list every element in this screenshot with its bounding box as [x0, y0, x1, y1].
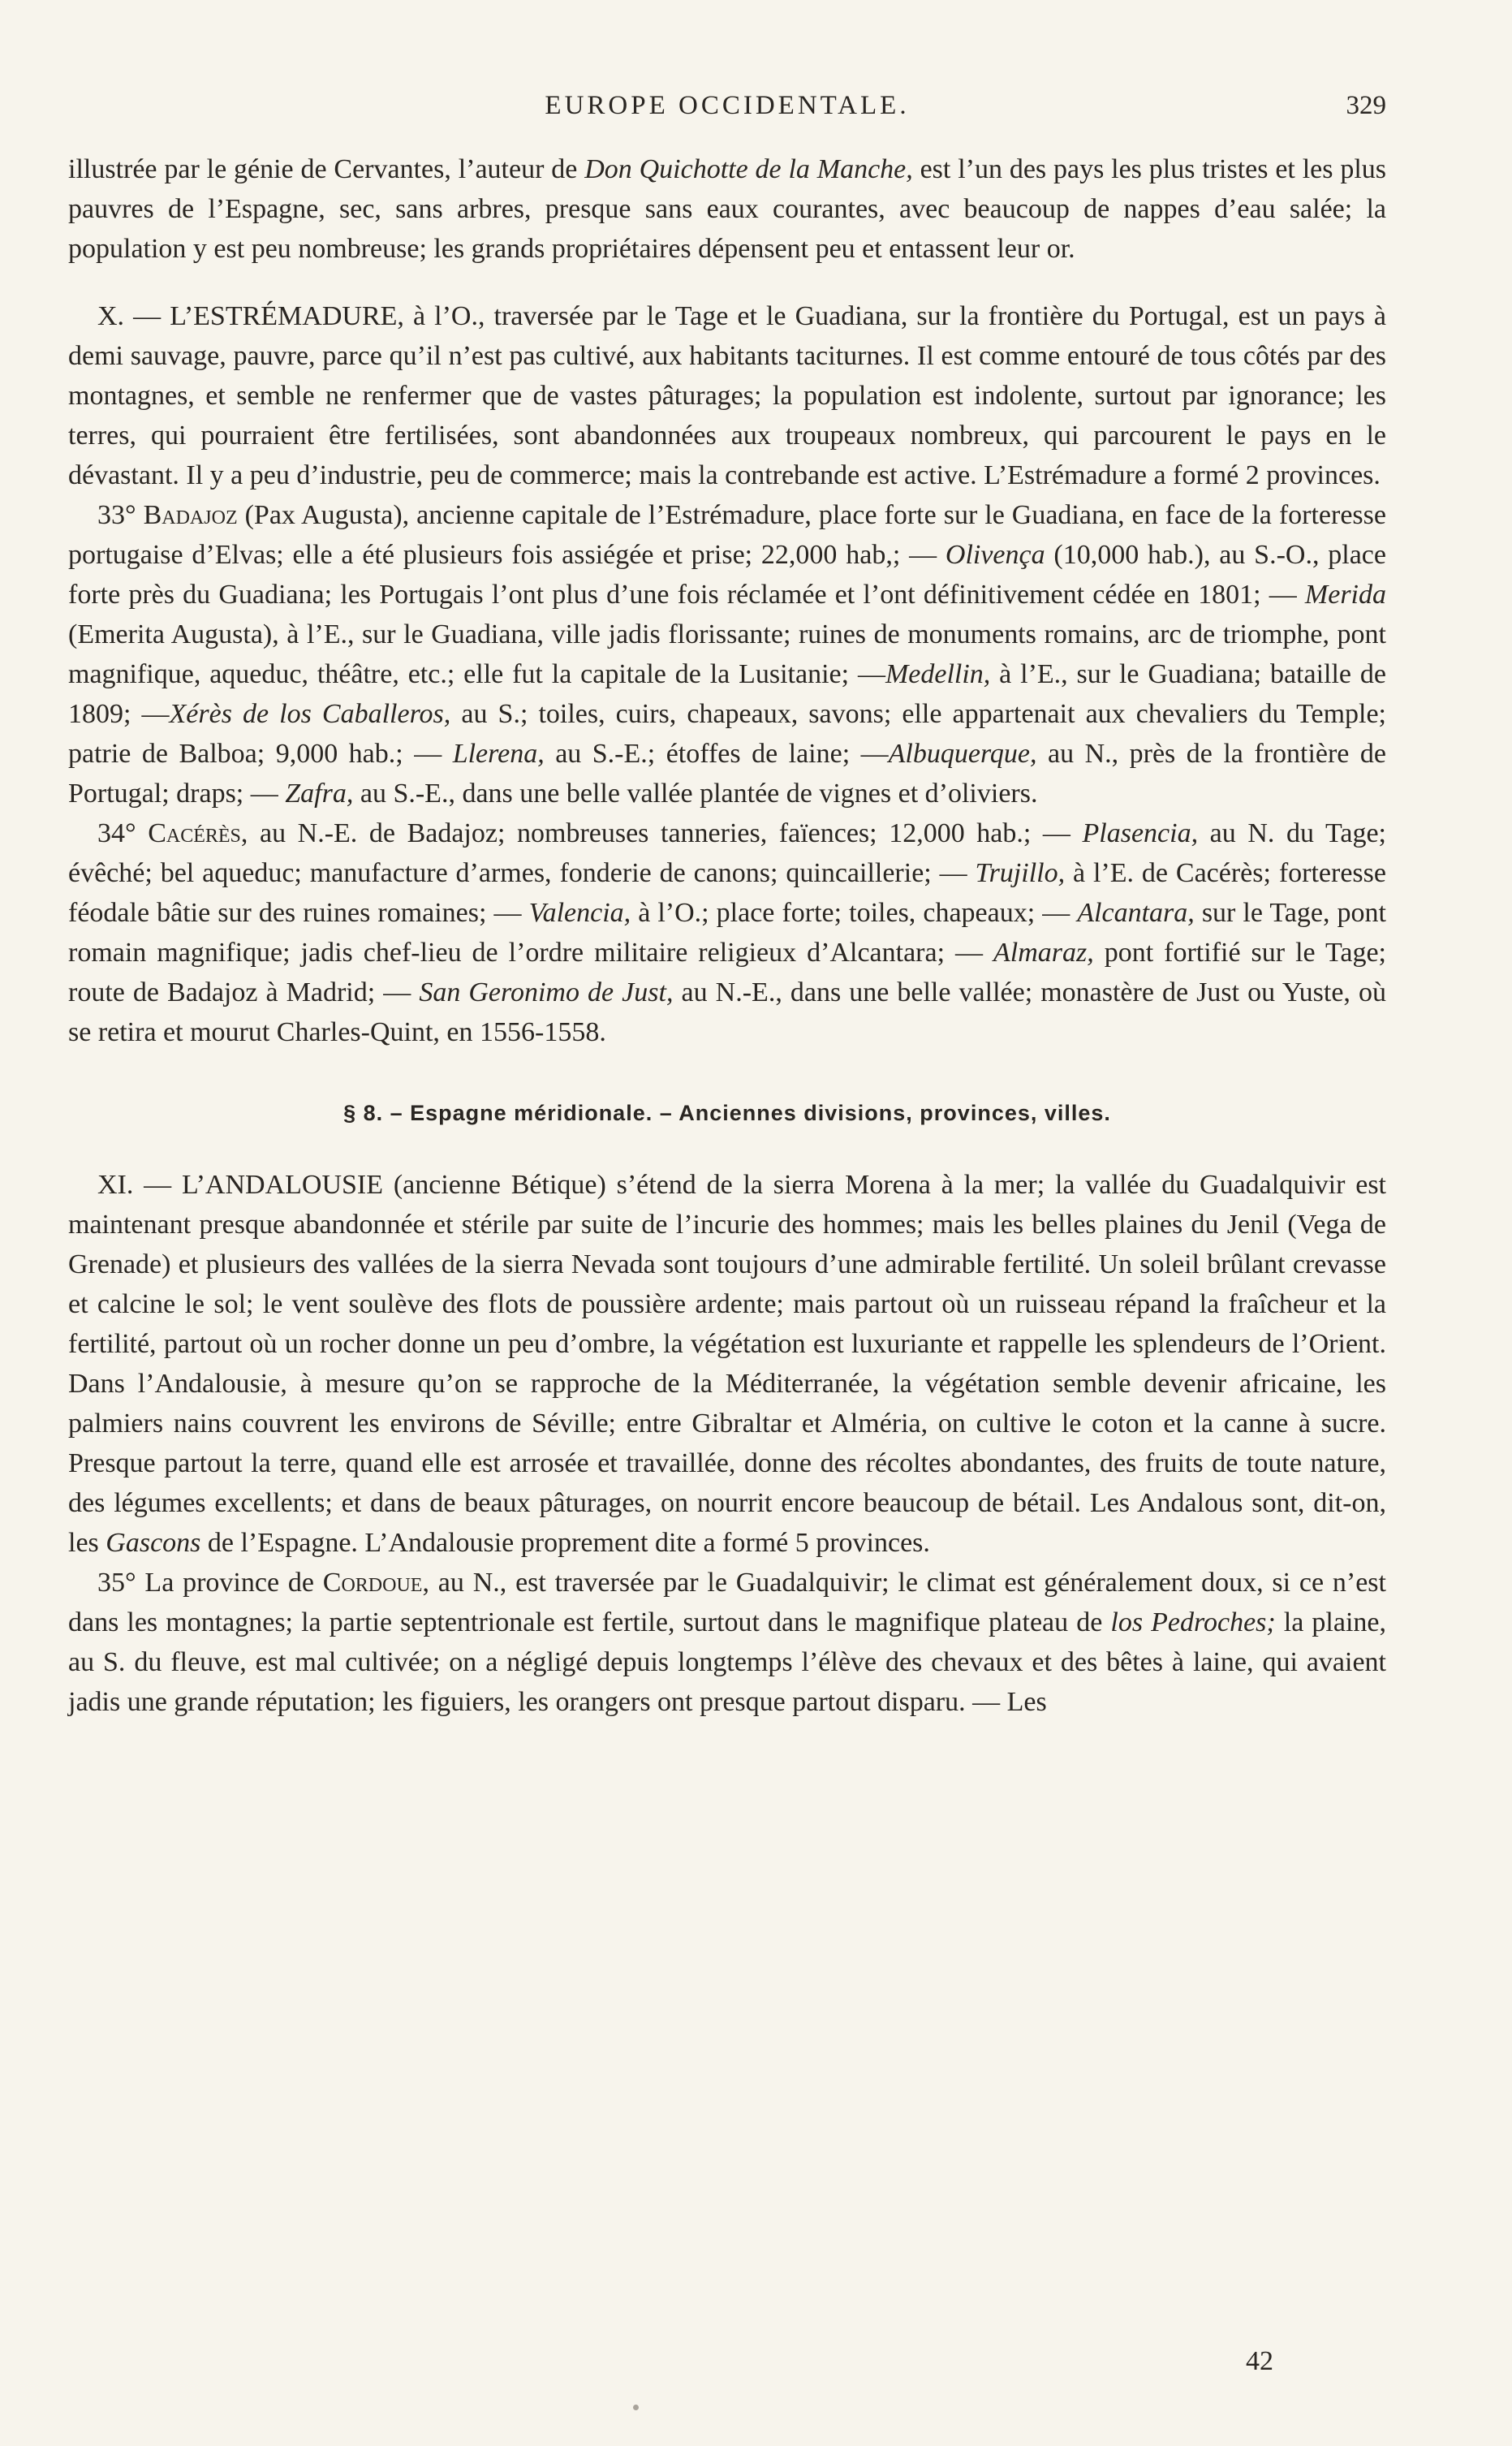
- paragraph-cordoue: 35° La province de Cordoue, au N., est traversée par le Guadalquivir; le climat est généralement doux, si ce n’est dans les montagnes; la partie septentrionale est fertile, surtout dans le magnifique plateau de los Pedroches; la plaine, au S. du fleuve, est mal cultivée; on a négligé depuis longtemps l’élève des chevaux et des bêtes à laine, qui avaient jadis une grande réputation; les figuiers, les orangers ont presque partout disparu. — Les: [68, 1568, 1386, 1717]
- province-name: Badajoz: [143, 500, 238, 530]
- paragraph-la-manche-continued: illustrée par le génie de Cervantes, l’auteur de Don Quichotte de la Manche, est l’un des pays les plus tristes et les plus pauvres de l’Espagne, sec, sans arbres, presque sans eaux courantes, avec beaucoup de nappes d’eau salée; la population y est peu nombreuse; les grands propriétaires dépensent peu et entassent leur or.: [68, 154, 1387, 264]
- page-number: 329: [1346, 91, 1386, 120]
- paragraph-caceres: 34° Cacérès, au N.-E. de Badajoz; nombreuses tanneries, faïences; 12,000 hab.; — Plasencia, au N. du Tage; évêché; bel aqueduc; manufacture d’armes, fonderie de canons; quincaillerie; — Trujillo, à l’E. de Cacérès; forteresse féodale bâtie sur des ruines romaines; — Valencia, à l’O.; place forte; toiles, chapeaux; — Alcantara, sur le Tage, pont romain magnifique; jadis chef-lieu de l’ordre militaire religieux d’Alcantara; — Almaraz, pont fortifié sur le Tage; route de Badajoz à Madrid; — San Geronimo de Just, au N.-E., dans une belle vallée; monastère de Just ou Yuste, où se retira et mourut Charles-Quint, en 1556-1558.: [68, 818, 1387, 1047]
- ink-dot: [633, 2405, 639, 2410]
- paragraph-badajoz: 33° Badajoz (Pax Augusta), ancienne capitale de l’Estrémadure, place forte sur le Guadiana, en face de la forteresse portugaise d’Elvas; elle a été plusieurs fois assiégée et prise; 22,000 hab,; — Olivença (10,000 hab.), au S.-O., place forte près du Guadiana; les Portugais l’ont plus d’une fois réclamée et l’ont définitivement cédée en 1801; — Merida (Emerita Augusta), à l’E., sur le Guadiana, ville jadis florissante; ruines de monuments romains, arc de triomphe, pont magnifique, aqueduc, théâtre, etc.; elle fut la capitale de la Lusitanie; —Medellin, à l’E., sur le Guadiana; bataille de 1809; —Xérès de los Caballeros, au S.; toiles, cuirs, chapeaux, savons; elle appartenait aux chevaliers du Temple; patrie de Balboa; 9,000 hab.; — Llerena, au S.-E.; étoffes de laine; —Albuquerque, au N., près de la frontière de Portugal; draps; — Zafra, au S.-E., dans une belle vallée plantée de vignes et d’oliviers.: [68, 500, 1387, 809]
- signature-mark: 42: [1246, 2346, 1273, 2376]
- page-header: [68, 91, 1386, 132]
- paragraph-estremadure: X. — L’ESTRÉMADURE, à l’O., traversée par le Tage et le Guadiana, sur la frontière du Portugal, est un pays à demi sauvage, pauvre, parce qu’il n’est pas cultivé, aux habitants taciturnes. Il est comme entouré de tous côtés par des montagnes, et semble ne renfermer que de vastes pâturages; la population est indolente, surtout par ignorance; les terres, qui pourraient être fertilisées, sont abandonnées aux troupeaux nombreux, qui parcourent le pays en le dévastant. Il y a peu d’industrie, peu de commerce; mais la contrebande est active. L’Estrémadure a formé 2 provinces.: [68, 301, 1386, 490]
- page-body: [68, 149, 1386, 1722]
- province-name: Cacérès: [148, 818, 241, 848]
- paragraph-andalousie: XI. — L’ANDALOUSIE (ancienne Bétique) s’étend de la sierra Morena à la mer; la vallée du Guadalquivir est maintenant presque abandonnée et stérile par suite de l’incurie des hommes; mais les belles plaines du Jenil (Vega de Grenade) et plusieurs des vallées de la sierra Nevada sont toujours d’une admirable fertilité. Un soleil brûlant crevasse et calcine le sol; le vent soulève des flots de poussière ardente; mais partout où un ruisseau répand la fraîcheur et la fertilité, partout où un rocher donne un peu d’ombre, la végétation est luxuriante et rappelle les splendeurs de l’Orient. Dans l’Andalousie, à mesure qu’on se rapproche de la Méditerranée, la végétation semble devenir africaine, les palmiers nains couvrent les environs de Séville; entre Gibraltar et Alméria, on cultive le coton et la canne à sucre. Presque partout la terre, quand elle est arrosée et travaillée, donne des récoltes abondantes, des fruits de toute nature, des légumes excellents; et dans de beaux pâturages, on nourrit encore beaucoup de bétail. Les Andalous sont, dit-on, les Gascons de l’Espagne. L’Andalousie proprement dite a formé 5 provinces.: [68, 1170, 1386, 1558]
- section-heading: § 8. – Espagne méridionale. – Anciennes divisions, provinces, villes.: [343, 1101, 1111, 1125]
- province-name: Cordoue: [322, 1568, 423, 1598]
- running-title: EUROPE OCCIDENTALE.: [545, 91, 910, 120]
